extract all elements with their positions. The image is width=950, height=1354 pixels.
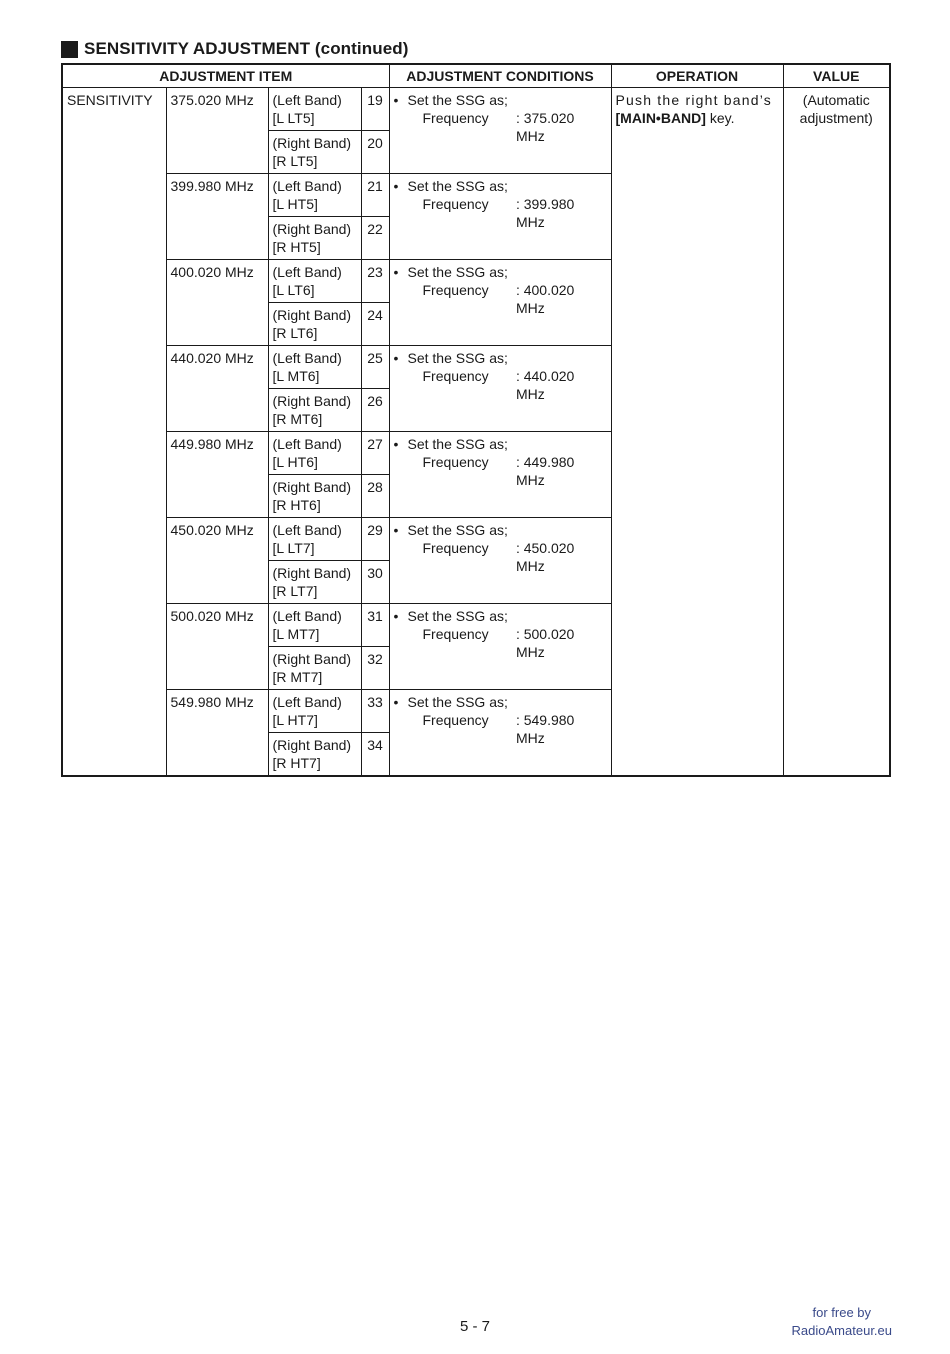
condition-instruction: Set the SSG as; [407, 608, 508, 624]
frequency-cell: 500.020 MHz [166, 604, 268, 690]
credit-watermark [792, 1304, 892, 1340]
bullet-icon: • [393, 608, 399, 624]
band-code: [L LT7] [272, 540, 315, 556]
band-code: [R LT6] [272, 325, 318, 341]
condition-label: Frequency [422, 540, 489, 556]
band-code: [R HT5] [272, 239, 321, 255]
step-number: 21 [361, 174, 389, 217]
condition-instruction: Set the SSG as; [407, 264, 508, 280]
left-band-cell [268, 260, 361, 303]
left-band-cell [268, 432, 361, 475]
condition-label: Frequency [422, 282, 489, 298]
left-band-cell [268, 346, 361, 389]
condition-instruction: Set the SSG as; [407, 92, 508, 108]
operation-key: [MAIN•BAND] [615, 110, 706, 126]
value-line-1: (Automatic [802, 92, 870, 108]
band-code: [L HT7] [272, 712, 318, 728]
condition-cell [389, 518, 611, 604]
step-number: 24 [361, 303, 389, 346]
step-number: 32 [361, 647, 389, 690]
value-line-2: adjustment) [799, 110, 873, 126]
band-code: [L MT6] [272, 368, 320, 384]
band-label: (Right Band) [272, 393, 352, 409]
adjustment-table [61, 63, 891, 777]
right-band-cell [268, 733, 361, 777]
table-header-row [62, 64, 890, 88]
bullet-icon: • [393, 436, 399, 452]
band-code: [R MT7] [272, 669, 323, 685]
right-band-cell [268, 475, 361, 518]
step-number: 20 [361, 131, 389, 174]
condition-label: Frequency [422, 368, 489, 384]
condition-instruction: Set the SSG as; [407, 350, 508, 366]
left-band-cell [268, 518, 361, 561]
bullet-icon: • [393, 522, 399, 538]
condition-label: Frequency [422, 110, 489, 126]
step-number: 27 [361, 432, 389, 475]
condition-cell [389, 604, 611, 690]
right-band-cell [268, 303, 361, 346]
band-code: [R HT7] [272, 755, 321, 771]
operation-cell [611, 88, 783, 777]
step-number: 26 [361, 389, 389, 432]
condition-value: : 375.020 MHz [515, 110, 575, 144]
condition-instruction: Set the SSG as; [407, 694, 508, 710]
band-label: (Left Band) [272, 92, 342, 108]
step-number: 30 [361, 561, 389, 604]
band-label: (Left Band) [272, 436, 342, 452]
left-band-cell [268, 174, 361, 217]
band-code: [L MT7] [272, 626, 320, 642]
condition-instruction: Set the SSG as; [407, 178, 508, 194]
band-label: (Right Band) [272, 651, 352, 667]
value-cell [783, 88, 890, 777]
band-code: [L LT5] [272, 110, 315, 126]
section-heading [61, 37, 409, 61]
condition-value: : 549.980 MHz [515, 712, 575, 746]
bullet-icon: • [393, 92, 399, 108]
step-number: 25 [361, 346, 389, 389]
condition-cell [389, 432, 611, 518]
band-label: (Right Band) [272, 479, 352, 495]
band-label: (Left Band) [272, 608, 342, 624]
frequency-cell: 399.980 MHz [166, 174, 268, 260]
condition-label: Frequency [422, 196, 489, 212]
band-label: (Left Band) [272, 522, 342, 538]
condition-instruction: Set the SSG as; [407, 436, 508, 452]
header-adjustment-conditions: ADJUSTMENT CONDITIONS [389, 64, 611, 88]
step-number: 34 [361, 733, 389, 777]
frequency-cell: 375.020 MHz [166, 88, 268, 174]
frequency-cell: 450.020 MHz [166, 518, 268, 604]
condition-cell [389, 88, 611, 174]
step-number: 22 [361, 217, 389, 260]
step-number: 28 [361, 475, 389, 518]
band-label: (Right Band) [272, 565, 352, 581]
page-number: 5 - 7 [459, 1318, 490, 1335]
bullet-icon: • [393, 264, 399, 280]
step-number: 31 [361, 604, 389, 647]
frequency-cell: 449.980 MHz [166, 432, 268, 518]
condition-value: : 500.020 MHz [515, 626, 575, 660]
operation-suffix: key. [705, 110, 735, 126]
header-value: VALUE [783, 64, 890, 88]
band-label: (Left Band) [272, 694, 342, 710]
section-marker-icon [61, 41, 78, 58]
band-code: [L LT6] [272, 282, 315, 298]
step-number: 19 [361, 88, 389, 131]
condition-value: : 400.020 MHz [515, 282, 575, 316]
bullet-icon: • [393, 178, 399, 194]
band-code: [L HT6] [272, 454, 318, 470]
band-code: [R HT6] [272, 497, 321, 513]
band-label: (Left Band) [272, 178, 342, 194]
band-code: [L HT5] [272, 196, 318, 212]
band-label: (Right Band) [272, 737, 352, 753]
band-label: (Right Band) [272, 135, 352, 151]
bullet-icon: • [393, 694, 399, 710]
step-number: 23 [361, 260, 389, 303]
band-code: [R LT7] [272, 583, 318, 599]
left-band-cell [268, 88, 361, 131]
band-label: (Left Band) [272, 264, 342, 280]
frequency-cell: 440.020 MHz [166, 346, 268, 432]
table-row [62, 88, 890, 131]
left-band-cell [268, 690, 361, 733]
left-band-cell [268, 604, 361, 647]
condition-cell [389, 174, 611, 260]
condition-value: : 440.020 MHz [515, 368, 575, 402]
step-number: 29 [361, 518, 389, 561]
band-label: (Left Band) [272, 350, 342, 366]
item-name: SENSITIVITY [62, 88, 166, 777]
band-label: (Right Band) [272, 221, 352, 237]
condition-label: Frequency [422, 712, 489, 728]
frequency-cell: 400.020 MHz [166, 260, 268, 346]
band-label: (Right Band) [272, 307, 352, 323]
condition-value: : 450.020 MHz [515, 540, 575, 574]
band-code: [R LT5] [272, 153, 318, 169]
right-band-cell [268, 217, 361, 260]
condition-cell [389, 690, 611, 777]
table-body [62, 88, 890, 777]
right-band-cell [268, 561, 361, 604]
condition-value: : 449.980 MHz [515, 454, 575, 488]
bullet-icon: • [393, 350, 399, 366]
condition-label: Frequency [422, 454, 489, 470]
credit-line-1: for free by [812, 1305, 872, 1320]
section-title: SENSITIVITY ADJUSTMENT (continued) [84, 39, 409, 58]
right-band-cell [268, 647, 361, 690]
condition-label: Frequency [422, 626, 489, 642]
header-operation: OPERATION [611, 64, 783, 88]
operation-text: Push the right band’s [615, 92, 772, 108]
header-adjustment-item: ADJUSTMENT ITEM [62, 64, 389, 88]
condition-value: : 399.980 MHz [515, 196, 575, 230]
right-band-cell [268, 389, 361, 432]
condition-cell [389, 346, 611, 432]
condition-instruction: Set the SSG as; [407, 522, 508, 538]
frequency-cell: 549.980 MHz [166, 690, 268, 777]
condition-cell [389, 260, 611, 346]
right-band-cell [268, 131, 361, 174]
credit-line-2: RadioAmateur.eu [791, 1323, 892, 1338]
band-code: [R MT6] [272, 411, 323, 427]
step-number: 33 [361, 690, 389, 733]
